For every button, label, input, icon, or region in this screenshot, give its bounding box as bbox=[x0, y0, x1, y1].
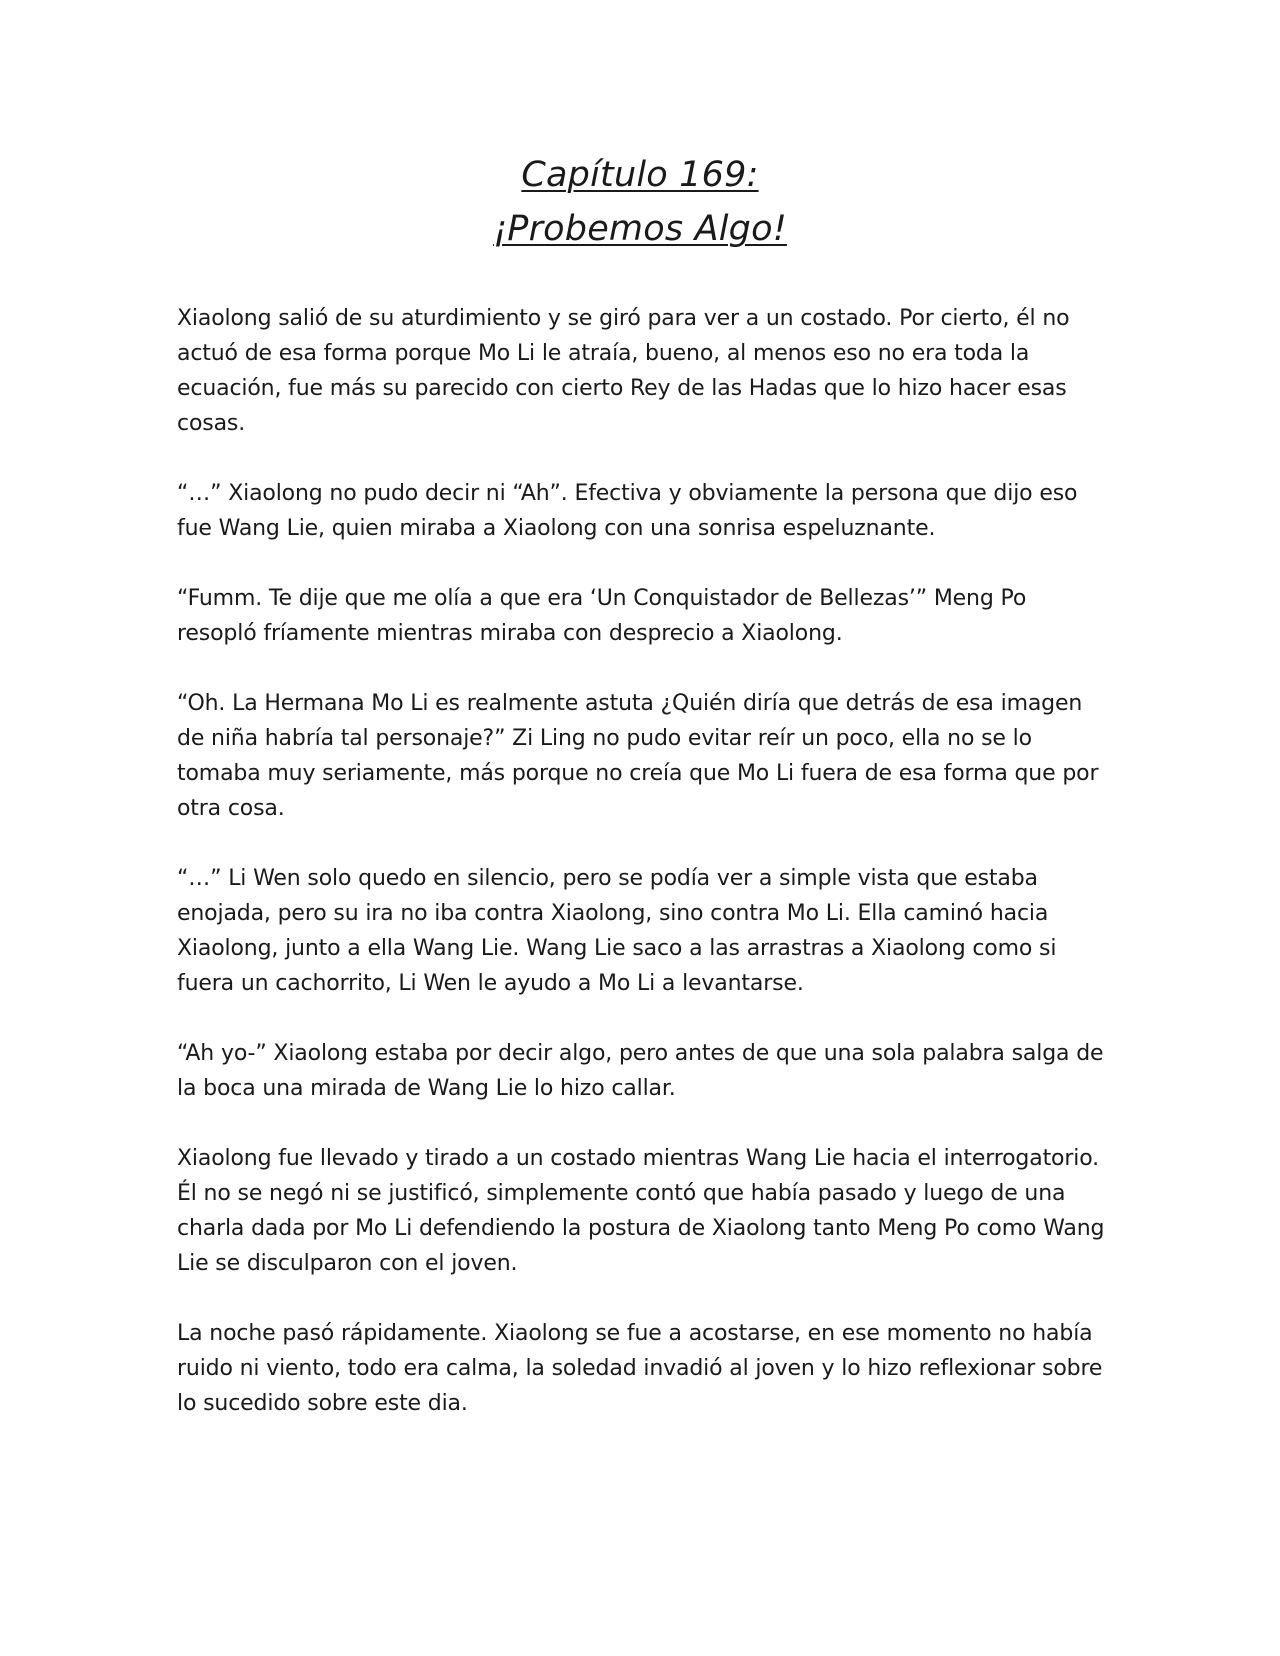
paragraph: “Fumm. Te dije que me olía a que era ‘Un Conquistador de Bellezas’” Meng Po resopló fríamente mientras miraba con desprecio a Xiaolong. bbox=[177, 586, 1027, 646]
paragraph: “Ah yo-” Xiaolong estaba por decir algo, pero antes de que una sola palabra salga de la boca una mirada de Wang Lie lo hizo callar. bbox=[177, 1041, 1104, 1101]
paragraph: “…” Li Wen solo quedo en silencio, pero se podía ver a simple vista que estaba enojada, pero su ira no iba contra Xiaolong, sino contra Mo Li. Ella caminó hacia Xiaolong, junto a ella Wang Lie. Wang Lie saco a las arrastras a Xiaolong como si fuera un cachorrito, Li Wen le ayudo a Mo Li a levantarse. bbox=[177, 866, 1057, 996]
chapter-body bbox=[177, 301, 1112, 1456]
chapter-title bbox=[0, 148, 1280, 256]
paragraph: Xiaolong salió de su aturdimiento y se giró para ver a un costado. Por cierto, él no actuó de esa forma porque Mo Li le atraía, bueno, al menos eso no era toda la ecuación, fue más su parecido con cierto Rey de las Hadas que lo hizo hacer esas cosas. bbox=[177, 306, 1070, 436]
paragraph: “…” Xiaolong no pudo decir ni “Ah”. Efectiva y obviamente la persona que dijo eso fue Wang Lie, quien miraba a Xiaolong con una sonrisa espeluznante. bbox=[177, 481, 1078, 541]
chapter-name: ¡Probemos Algo! bbox=[493, 209, 787, 249]
chapter-number: Capítulo 169: bbox=[521, 155, 759, 195]
paragraph: Xiaolong fue llevado y tirado a un costado mientras Wang Lie hacia el interrogatorio. Él no se negó ni se justificó, simplemente contó que había pasado y luego de una charla dada por Mo Li defendiendo la postura de Xiaolong tanto Meng Po como Wang Lie se disculparon con el joven. bbox=[177, 1146, 1105, 1276]
paragraph: La noche pasó rápidamente. Xiaolong se fue a acostarse, en ese momento no había ruido ni viento, todo era calma, la soledad invadió al joven y lo hizo reflexionar sobre lo sucedido sobre este dia. bbox=[177, 1321, 1103, 1416]
paragraph: “Oh. La Hermana Mo Li es realmente astuta ¿Quién diría que detrás de esa imagen de niña habría tal personaje?” Zi Ling no pudo evitar reír un poco, ella no se lo tomaba muy seriamente, más porque no creía que Mo Li fuera de esa forma que por otra cosa. bbox=[177, 691, 1099, 821]
